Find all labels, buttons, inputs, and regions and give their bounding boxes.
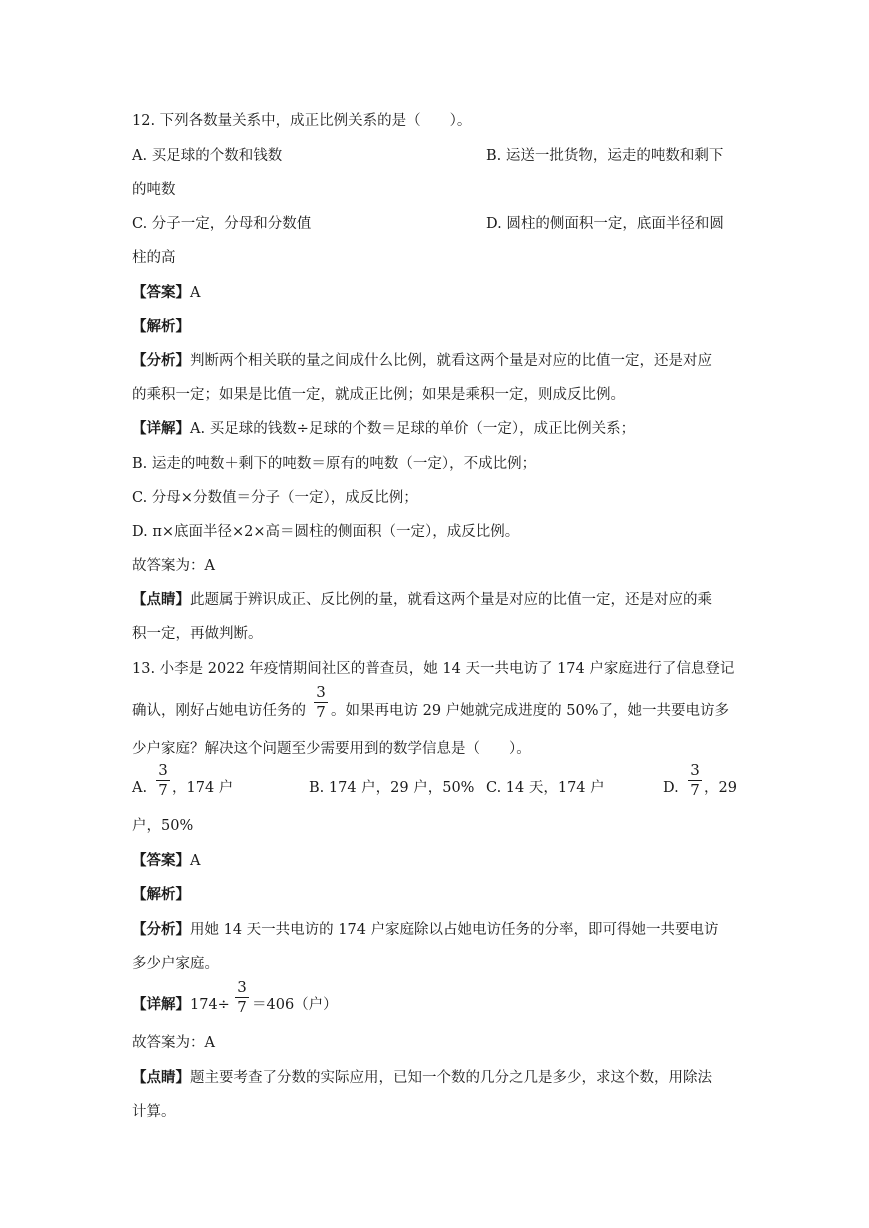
q13-option-c: C. 14 天，174 户: [486, 780, 605, 796]
q13-option-a-suffix: ，174 户: [172, 780, 234, 796]
xiangjie-tag: 【详解】: [132, 420, 190, 437]
q13-analysis-tag: 【解析】: [132, 886, 190, 903]
answer-tag: 【答案】: [132, 284, 190, 301]
fraction-numerator: 3: [690, 761, 700, 779]
fraction-3-7: [688, 762, 702, 799]
fraction-denominator: 7: [158, 781, 168, 799]
fenxi-text: 判断两个相关联的量之间成什么比例，就看这两个量是对应的比值一定，还是对应: [190, 353, 712, 369]
answer-tag: 【答案】: [132, 852, 190, 869]
q13-xiangjie: [132, 995, 230, 1015]
q12-option-b-cont: 的吨数: [132, 182, 176, 198]
fraction-numerator: 3: [158, 761, 168, 779]
q13-option-b: B. 174 户，29 户，50%: [309, 780, 475, 796]
fraction-3-7: [235, 979, 249, 1016]
q13-option-d-cont: 户，50%: [132, 818, 194, 834]
q12-stem: 12. 下列各数量关系中，成正比例关系的是（ ）。: [132, 113, 472, 129]
q13-fenxi-line1: [132, 920, 719, 940]
q13-stem-line2b: 。如果再电访 29 户她就完成进度的 50%了，她一共要电访多: [331, 703, 730, 719]
q13-stem-line3: 少户家庭？解决这个问题至少需要用到的数学信息是（ ）。: [132, 741, 531, 757]
fraction-numerator: 3: [237, 978, 247, 996]
dianjing-text: 题主要考查了分数的实际应用，已知一个数的几分之几是多少，求这个数，用除法: [190, 1070, 712, 1086]
q12-answer: [132, 283, 200, 303]
fenxi-tag: 【分析】: [132, 921, 190, 938]
fraction-3-7: [314, 684, 328, 721]
q12-xiangjie-c: C. 分母×分数值＝分子（一定），成反比例；: [132, 490, 418, 506]
answer-value: A: [190, 853, 201, 869]
xiangjie-prefix: 174÷: [190, 997, 230, 1013]
q12-conclusion: 故答案为：A: [132, 558, 215, 574]
answer-value: A: [190, 285, 201, 301]
xiangjie-text: A. 买足球的钱数÷足球的个数＝足球的单价（一定），成正比例关系；: [190, 421, 636, 437]
q12-fenxi-line1: [132, 351, 712, 371]
q13-option-d-prefix: D.: [663, 780, 679, 796]
q12-analysis-tag: 【解析】: [132, 318, 190, 335]
q12-option-a: A. 买足球的个数和钱数: [132, 148, 283, 164]
q12-xiangjie-b: B. 运走的吨数＋剩下的吨数＝原有的吨数（一定），不成比例；: [132, 456, 537, 472]
fraction-3-7: [156, 762, 170, 799]
q13-option-d-suffix: ，29: [704, 780, 737, 796]
q12-option-b: B. 运送一批货物，运走的吨数和剩下: [486, 148, 724, 164]
q13-dianjing-line2: 计算。: [132, 1104, 176, 1120]
fraction-denominator: 7: [237, 998, 247, 1016]
q12-fenxi-line2: 的乘积一定；如果是比值一定，就成正比例；如果是乘积一定，则成反比例。: [132, 387, 625, 403]
fenxi-text: 用她 14 天一共电访的 174 户家庭除以占她电访任务的分率，即可得她一共要电访: [190, 922, 719, 938]
fraction-numerator: 3: [316, 683, 326, 701]
q13-stem-line2a: 确认，刚好占她电访任务的: [132, 703, 306, 719]
q12-xiangjie-d: D. π×底面半径×2×高＝圆柱的侧面积（一定），成反比例。: [132, 524, 520, 540]
q12-dianjing-line1: [132, 590, 712, 610]
q12-option-d-cont: 柱的高: [132, 250, 176, 266]
q12-dianjing-line2: 积一定，再做判断。: [132, 626, 263, 642]
q13-option-a-prefix: A.: [132, 780, 148, 796]
dianjing-tag: 【点睛】: [132, 1069, 190, 1086]
fraction-denominator: 7: [690, 781, 700, 799]
q13-stem-line1: 13. 小李是 2022 年疫情期间社区的普查员，她 14 天一共电访了 174 户家庭进行了信息登记: [132, 661, 735, 677]
q13-dianjing-line1: [132, 1068, 712, 1088]
dianjing-text: 此题属于辨识成正、反比例的量，就看这两个量是对应的比值一定，还是对应的乘: [190, 592, 712, 608]
xiangjie-tag: 【详解】: [132, 996, 190, 1013]
q12-option-d: D. 圆柱的侧面积一定，底面半径和圆: [486, 216, 724, 232]
q13-answer: [132, 851, 200, 871]
fraction-denominator: 7: [316, 703, 326, 721]
q13-conclusion: 故答案为：A: [132, 1035, 215, 1051]
fenxi-tag: 【分析】: [132, 352, 190, 369]
q13-fenxi-line2: 多少户家庭。: [132, 956, 219, 972]
q13-xiangjie-suffix: ＝406（户）: [252, 997, 338, 1013]
q12-option-c: C. 分子一定，分母和分数值: [132, 216, 312, 232]
q12-xiangjie-a: [132, 419, 635, 439]
dianjing-tag: 【点睛】: [132, 591, 190, 608]
